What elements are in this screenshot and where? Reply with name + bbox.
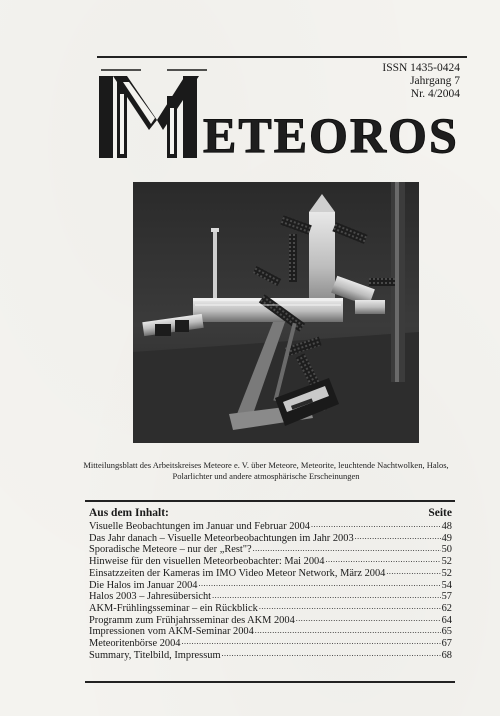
toc-leader xyxy=(296,615,441,623)
toc-entry-page: 54 xyxy=(441,579,452,591)
toc-entry[interactable] xyxy=(89,638,452,650)
issn: ISSN 1435-0424 xyxy=(382,62,460,74)
toc-entry-title: Sporadische Meteore – nur der „Rest"? xyxy=(89,544,252,556)
toc-entry[interactable] xyxy=(89,521,452,533)
toc-entry-title: Einsatzzeiten der Kameras im IMO Video Meteor Network, März 2004 xyxy=(89,567,386,579)
toc-entry-page: 67 xyxy=(441,638,452,650)
toc-entry-title: Impressionen vom AKM-Seminar 2004 xyxy=(89,626,254,638)
caption-line-1: Mitteilungsblatt des Arbeitskreises Meteore e. V. über Meteore, Meteorite, leuchtende Nachtwolken, Halos, xyxy=(83,460,449,470)
toc-entry[interactable] xyxy=(89,591,452,603)
toc-leader xyxy=(255,626,441,634)
toc-leader xyxy=(181,638,440,646)
toc-leader xyxy=(325,556,440,564)
toc-leader xyxy=(386,568,440,576)
toc-entry-page: 52 xyxy=(441,556,452,568)
toc-entry-title: Hinweise für den visuellen Meteorbeobachter: Mai 2004 xyxy=(89,556,325,568)
toc-entry[interactable] xyxy=(89,544,452,556)
toc-leader xyxy=(253,544,441,552)
toc-entry-title: Meteoritenbörse 2004 xyxy=(89,638,181,650)
toc-entry-page: 50 xyxy=(441,544,452,556)
toc-entry[interactable] xyxy=(89,533,452,545)
toc-entry-page: 48 xyxy=(441,521,452,532)
toc-entry-title: Visuelle Beobachtungen im Januar und Februar 2004 xyxy=(89,521,310,532)
toc-entry[interactable] xyxy=(89,615,452,627)
toc-entry-title: AKM-Frühlingsseminar – ein Rückblick xyxy=(89,602,258,614)
toc-entry[interactable] xyxy=(89,568,452,580)
table-of-contents xyxy=(89,507,452,661)
toc-leader xyxy=(355,533,441,541)
toc-leader xyxy=(212,591,441,599)
toc-entry-page: 49 xyxy=(441,532,452,544)
toc-entry-title: Halos 2003 – Jahresübersicht xyxy=(89,591,212,603)
toc-top-rule xyxy=(85,500,455,502)
toc-entry-page: 64 xyxy=(441,614,452,626)
toc-entry[interactable] xyxy=(89,580,452,592)
toc-entry-page: 52 xyxy=(441,567,452,579)
toc-entry[interactable] xyxy=(89,556,452,568)
issue-info xyxy=(382,62,460,101)
toc-entry-title: Programm zum Frühjahrsseminar des AKM 2004 xyxy=(89,614,295,626)
toc-leader xyxy=(222,650,441,658)
toc-entry-page: 65 xyxy=(441,626,452,638)
toc-leader xyxy=(259,603,441,611)
volume: Jahrgang 7 xyxy=(410,75,460,87)
toc-entry-page: 68 xyxy=(441,649,452,661)
toc-entry-title: Das Jahr danach – Visuelle Meteorbeobachtungen im Jahr 2003 xyxy=(89,532,354,544)
toc-entry-title: Summary, Titelbild, Impressum xyxy=(89,649,221,661)
toc-leader xyxy=(311,521,441,529)
toc-list xyxy=(89,521,452,661)
caption-line-2: Polarlichter und andere atmosphärische Erscheinungen xyxy=(172,471,360,481)
cover-photo xyxy=(133,182,419,443)
publication-caption xyxy=(60,460,472,482)
header-rule xyxy=(97,56,467,58)
toc-entry[interactable] xyxy=(89,603,452,615)
toc-entry[interactable] xyxy=(89,626,452,638)
toc-entry[interactable] xyxy=(89,650,452,662)
issue-number: Nr. 4/2004 xyxy=(410,88,460,100)
toc-heading: Aus dem Inhalt: xyxy=(89,507,169,519)
toc-entry-title: Die Halos im Januar 2004 xyxy=(89,579,198,591)
toc-page-heading: Seite xyxy=(428,507,452,519)
meteoros-logo-icon xyxy=(97,68,209,158)
space-station-model-icon xyxy=(133,182,419,443)
toc-header xyxy=(89,507,452,520)
toc-bottom-rule xyxy=(85,681,455,683)
toc-entry-page: 62 xyxy=(441,602,452,614)
toc-leader xyxy=(199,580,441,588)
toc-entry-page: 57 xyxy=(441,591,452,603)
masthead-title: ETEOROS xyxy=(203,107,459,163)
